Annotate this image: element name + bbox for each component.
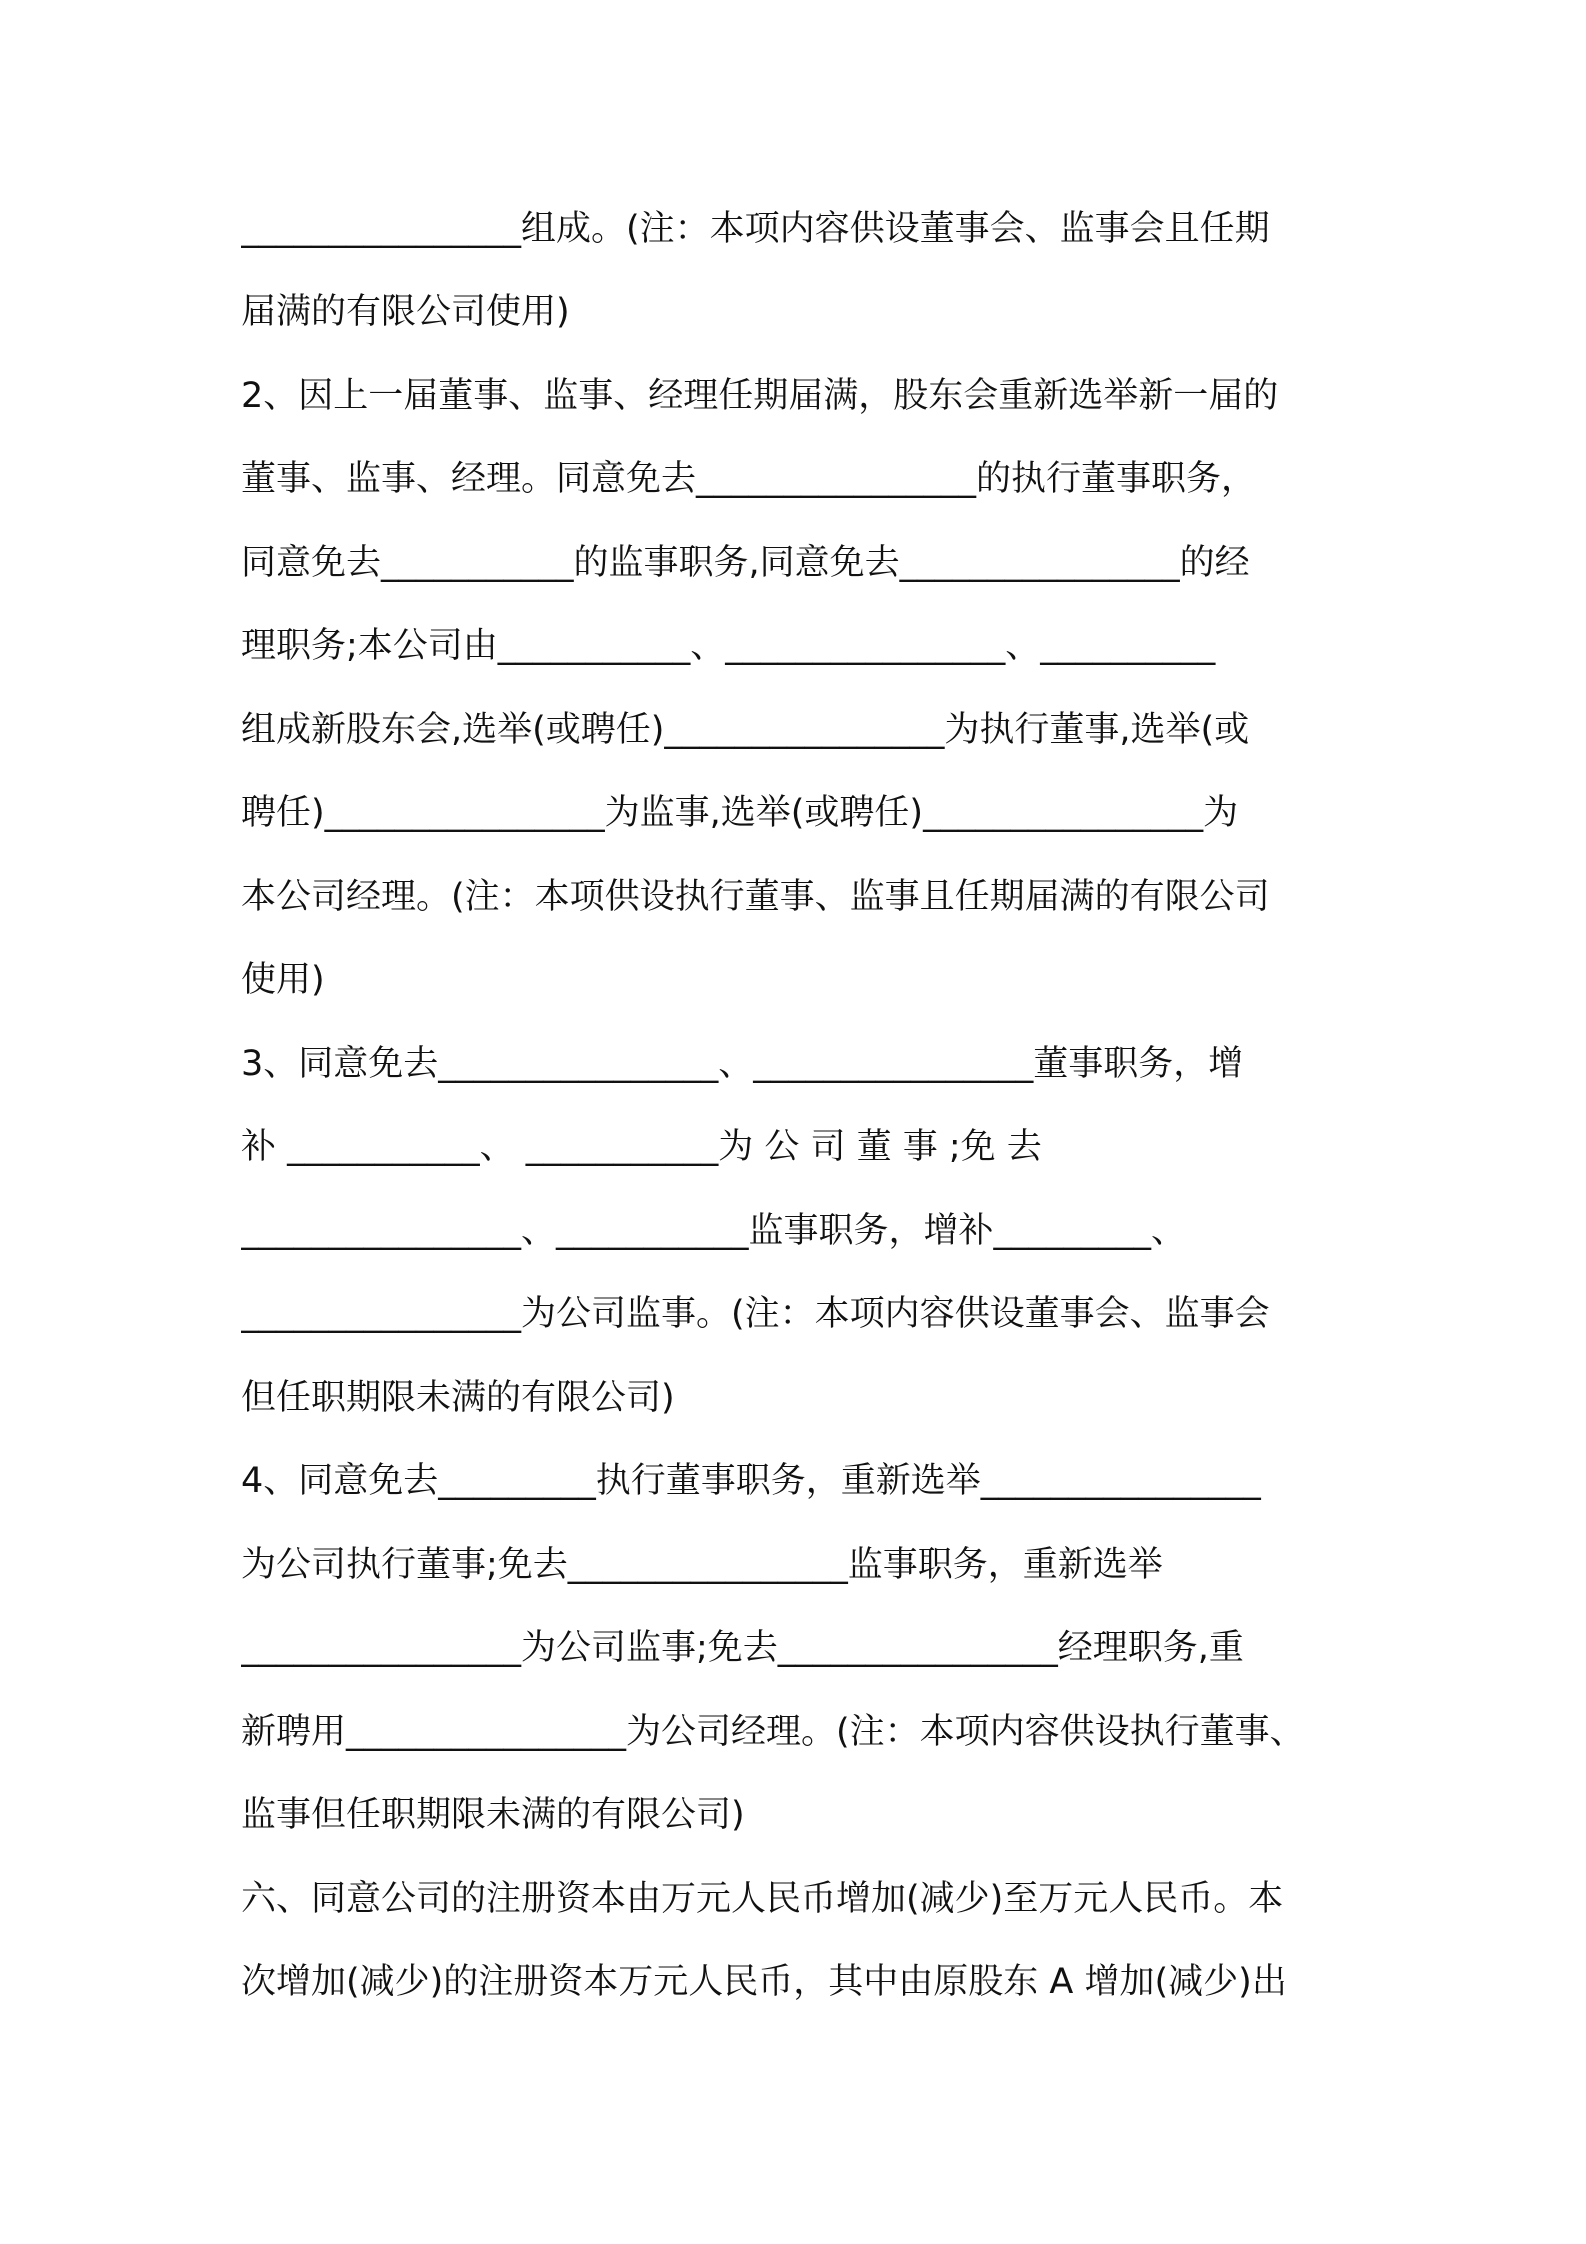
text-line-4: 董事、监事、经理。同意免去________________的执行董事职务， — [241, 459, 1257, 499]
text-line-16: 4、同意免去_________执行董事职务，重新选举________________ — [241, 1461, 1261, 1501]
text-line-18: ________________为公司监事;免去________________经理职务,重 — [241, 1628, 1244, 1668]
text-line-6: 理职务;本公司由___________、________________、__________ — [241, 626, 1216, 666]
text-line-13: ________________、___________监事职务，增补_________、 — [241, 1211, 1187, 1251]
text-line-9: 本公司经理。(注：本项供设执行董事、监事且任期届满的有限公司 — [241, 877, 1270, 917]
text-line-21: 六、同意公司的注册资本由万元人民币增加(减少)至万元人民币。本 — [241, 1879, 1284, 1919]
text-line-1: ________________组成。(注：本项内容供设董事会、监事会且任期 — [241, 209, 1270, 249]
text-line-11: 3、同意免去________________、________________董事职务，增 — [241, 1044, 1244, 1084]
text-line-17: 为公司执行董事;免去________________监事职务，重新选举 — [241, 1545, 1163, 1585]
text-line-22: 次增加(减少)的注册资本万元人民币，其中由原股东 A 增加(减少)出 — [241, 1962, 1287, 2002]
text-line-5: 同意免去___________的监事职务,同意免去________________的经 — [241, 543, 1250, 583]
text-line-19: 新聘用________________为公司经理。(注：本项内容供设执行董事、 — [241, 1712, 1305, 1752]
text-line-3: 2、因上一届董事、监事、经理任期届满，股东会重新选举新一届的 — [241, 376, 1279, 416]
text-line-15: 但任职期限未满的有限公司) — [241, 1378, 675, 1418]
text-line-8: 聘任)________________为监事,选举(或聘任)________________为 — [241, 793, 1239, 833]
text-line-2: 届满的有限公司使用) — [241, 292, 570, 332]
text-line-7: 组成新股东会,选举(或聘任)________________为执行董事,选举(或 — [241, 710, 1250, 750]
text-line-12: 补 ___________、 ___________为 公 司 董 事 ;免 去 — [241, 1127, 1042, 1167]
text-line-10: 使用) — [241, 960, 325, 1000]
text-line-20: 监事但任职期限未满的有限公司) — [241, 1795, 745, 1835]
text-line-14: ________________为公司监事。(注：本项内容供设董事会、监事会 — [241, 1294, 1270, 1334]
